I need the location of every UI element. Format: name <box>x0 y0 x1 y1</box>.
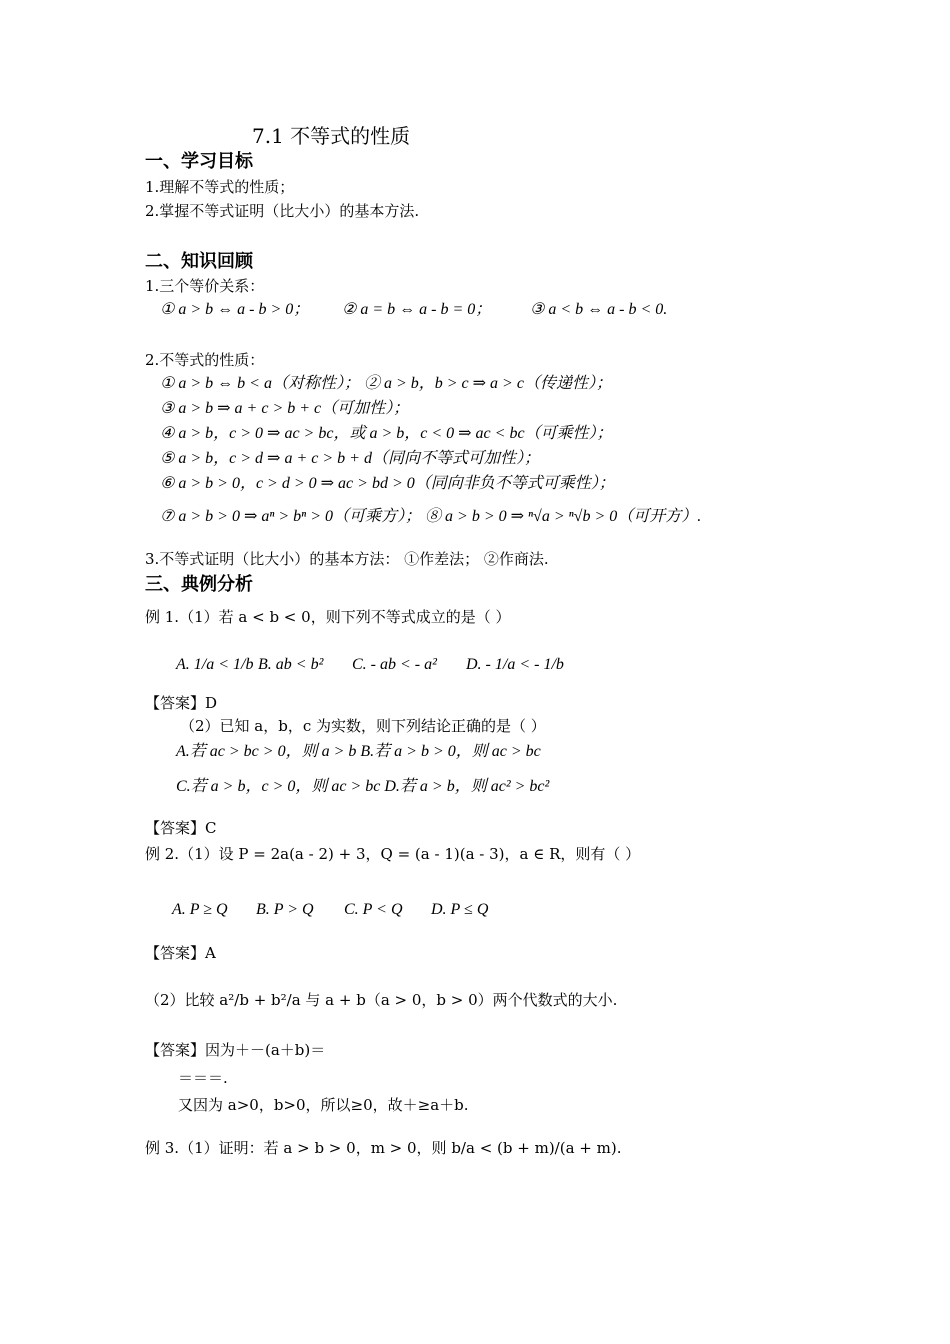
example-1-option-d: D. - 1/a < - 1/b <box>466 656 564 673</box>
property-line: ⑦ a > b > 0 ⇒ aⁿ > bⁿ > 0（可乘方）； ⑧ a > b > 0 ⇒ ⁿ√a > ⁿ√b > 0（可开方）. <box>160 508 702 525</box>
equivalence-title: 1.三个等价关系： <box>145 277 265 295</box>
proof-methods: 3.不等式证明（比大小）的基本方法： ①作差法； ②作商法. <box>145 550 549 568</box>
property-line: ⑤ a > b，c > d ⇒ a + c > b + d（同向不等式可加性）； <box>160 450 540 467</box>
property-line: ④ a > b，c > 0 ⇒ ac > bc，或 a > b，c < 0 ⇒ ac < bc（可乘性）； <box>160 425 613 442</box>
example-2-question-2: （2）比较 a²/b + b²/a 与 a + b（a > 0，b > 0）两个代数式的大小. <box>145 991 618 1009</box>
example-1-option-b: B. ab < b² <box>258 656 324 673</box>
example-2-option-b: B. P > Q <box>256 901 314 918</box>
example-2-option-d: D. P ≤ Q <box>431 901 489 918</box>
example-1-question: 例 1.（1）若 a < b < 0，则下列不等式成立的是（ ） <box>145 608 511 626</box>
equivalence-1: ① a > b ⇔ a - b > 0； <box>160 301 310 318</box>
example-2-question: 例 2.（1）设 P = 2a(a - 2) + 3，Q = (a - 1)(a - 3)，a ∈ R，则有（ ） <box>145 845 641 863</box>
property-line: ① a > b ⇔ b < a（对称性）； ② a > b，b > c ⇒ a > c（传递性）； <box>160 375 612 392</box>
example-2-answer-2-line-2: ＝＝＝. <box>178 1069 228 1087</box>
example-1-q2-options-row-1: A.若 ac > bc > 0，则 a > b B.若 a > b > 0，则 ac > bc <box>176 743 541 760</box>
equivalence-3: ③ a < b ⇔ a - b < 0. <box>530 301 668 318</box>
example-2-answer-1: 【答案】A <box>145 944 216 962</box>
page-title: 7.1 不等式的性质 <box>252 124 411 148</box>
example-1-answer-1: 【答案】D <box>145 694 218 712</box>
example-1-option-c: C. - ab < - a² <box>352 656 437 673</box>
equivalence-2: ② a = b ⇔ a - b = 0； <box>342 301 492 318</box>
example-2-answer-2-line-3: 又因为 a>0，b>0，所以≥0，故＋≥a＋b. <box>178 1096 469 1114</box>
properties-title: 2.不等式的性质： <box>145 351 265 369</box>
section-heading-goals: 一、学习目标 <box>145 151 253 172</box>
example-1-question-2: （2）已知 a，b，c 为实数，则下列结论正确的是（ ） <box>180 717 546 735</box>
example-2-answer-2-line-1: 【答案】因为＋－(a＋b)＝ <box>145 1041 326 1059</box>
example-1-q2-options-row-2: C.若 a > b，c > 0，则 ac > bc D.若 a > b，则 ac² > bc² <box>176 778 550 795</box>
example-1-answer-2: 【答案】C <box>145 819 217 837</box>
section-heading-review: 二、知识回顾 <box>145 251 253 272</box>
property-line: ⑥ a > b > 0，c > d > 0 ⇒ ac > bd > 0（同向非负不等式可乘性）； <box>160 475 615 492</box>
goal-item: 1.理解不等式的性质； <box>145 178 295 196</box>
example-3-question: 例 3.（1）证明：若 a > b > 0，m > 0，则 b/a < (b + m)/(a + m). <box>145 1139 622 1157</box>
example-2-option-c: C. P < Q <box>344 901 403 918</box>
example-1-option-a: A. 1/a < 1/b <box>176 656 254 673</box>
property-line: ③ a > b ⇒ a + c > b + c（可加性）； <box>160 400 410 417</box>
example-2-option-a: A. P ≥ Q <box>172 901 228 918</box>
goal-item: 2.掌握不等式证明（比大小）的基本方法. <box>145 202 420 220</box>
section-heading-examples: 三、典例分析 <box>145 574 253 595</box>
